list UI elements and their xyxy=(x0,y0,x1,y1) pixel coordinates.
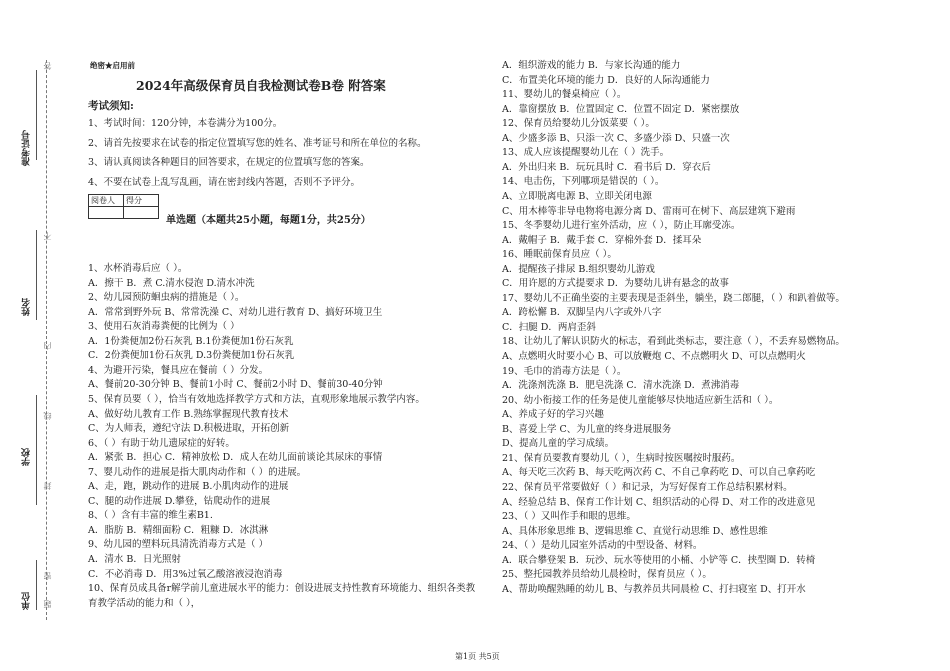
margin-mark: 线 xyxy=(43,412,52,420)
name-label: 姓名 xyxy=(22,298,32,316)
question-line: 12、保育员给婴幼儿分饭菜要（ ）。 xyxy=(502,118,655,130)
score-cell: 得分 xyxy=(124,195,159,207)
question-line: A、具体形象思维 B、逻辑思维 C、直觉行动思维 D、感性思维 xyxy=(502,525,768,537)
margin-mark: 不 xyxy=(43,232,52,240)
question-line: 7、婴儿动作的进展是指大肌肉动作和（ ）的进展。 xyxy=(88,466,307,478)
question-line: 1、水杯消毒后应（ ）。 xyxy=(88,263,188,274)
question-line: 2、幼儿园预防蛔虫病的措施是（ ）。 xyxy=(88,292,245,304)
question-line: A．跨松懈 B．双脚呈内八字或外八字 xyxy=(502,307,662,319)
question-line: 23、（ ）又叫作手和眼的思维。 xyxy=(502,511,636,523)
score-blank xyxy=(124,207,159,219)
question-line: 10、保育员成具备r解学前儿童进展水平的能力：创设进展支持性教育环境能力、组织各类教 xyxy=(88,583,476,595)
question-line: A．靠窗摆放 B．位置固定 C．位置不固定 D．紧密摆放 xyxy=(502,103,740,115)
question-line: A．紧张 B．担心 C．精神放松 D．成人在幼儿面前谈论其尿床的事情 xyxy=(88,452,383,464)
school-label: 学校 xyxy=(22,448,32,466)
question-line: A．脂肪 B．精细面粉 C．粗糠 D．冰淇淋 xyxy=(88,524,269,536)
grader-cell: 阅卷人 xyxy=(89,195,124,207)
margin-mark: 封 xyxy=(43,482,52,490)
question-line: 13、成人应该提醒婴幼儿在（ ）洗手。 xyxy=(502,147,670,159)
question-line: 16、睡眠前保育员应（ ）。 xyxy=(502,249,617,261)
question-line: C．2份粪便加1份石灰乳 D.3份粪便加1份石灰乳 xyxy=(88,350,295,362)
question-line: C．扫腿 D．两肩歪斜 xyxy=(502,321,596,333)
question-line: 17、婴幼儿不正确坐姿的主要表现是歪斜坐，躺坐，跷二郎腿，（ ）和趴着做等。 xyxy=(502,292,845,304)
question-line: A．联合攀登架 B．玩沙、玩水等使用的小桶、小铲等 C．挟型圈 D．转椅 xyxy=(502,554,816,566)
question-line: A．提醒孩子排尿 B.组织婴幼儿游戏 xyxy=(502,263,655,275)
school-fill-line xyxy=(36,395,37,505)
question-line: A．洗涤剂洗涤 B．肥皂洗涤 C．清水洗涤 D．煮沸消毒 xyxy=(502,380,740,392)
question-line: A、立即脱离电源 B、立即关闭电源 xyxy=(502,190,652,202)
question-line: C．布置美化环境的能力 D．良好的人际沟通能力 xyxy=(502,74,710,86)
name-fill-line xyxy=(36,230,37,320)
question-line: 9、幼儿园的塑料玩具清洗消毒方式是（ ） xyxy=(88,539,269,551)
question-line: D、提高儿童的学习成绩。 xyxy=(502,438,615,450)
exam-number-fill-line xyxy=(36,70,37,160)
unit-label: 单位 xyxy=(22,592,32,610)
question-line: C．用许愿的方式提要求 D．为婴幼儿讲有悬念的故事 xyxy=(502,278,729,290)
question-line: A、走，跑，跳动作的进展 B.小肌肉动作的进展 xyxy=(88,481,289,493)
question-line: 22、保育员平常要做好（ ）和记录，为写好保育工作总结积累材料。 xyxy=(502,481,793,493)
question-line: 14、电击伤，下列哪项是错误的（ ）。 xyxy=(502,176,665,188)
question-line: A．外出归来 B．玩玩具时 C．看书后 D．穿衣后 xyxy=(502,161,711,173)
exam-number-label: 准考证号 xyxy=(22,130,32,166)
question-line: C．不必消毒 D．用3%过氧乙酸溶液浸泡消毒 xyxy=(88,568,283,580)
question-line: 3、使用石灰消毒粪便的比例为（ ） xyxy=(88,321,240,333)
binding-dashed-line xyxy=(46,60,47,620)
score-table xyxy=(88,194,159,219)
question-line: C、为人师表，遵纪守法 D.积极进取，开拓创新 xyxy=(88,423,290,435)
question-line: 19、毛巾的消毒方法是（ ）。 xyxy=(502,365,627,377)
note-line: 2、请首先按要求在试卷的指定位置填写您的姓名、准考证号和所在单位的名称。 xyxy=(88,137,427,149)
question-line: A．1份粪便加2份石灰乳 B.1份粪便加1份石灰乳 xyxy=(88,335,294,347)
question-line: 5、保育员要（ ），恰当有效地选择教学方式和方法，直观形象地展示教学内容。 xyxy=(88,393,425,405)
question-line: B、喜爱上学 C、为儿童的终身进展服务 xyxy=(502,423,672,435)
margin-mark: 密 xyxy=(43,572,52,580)
grader-blank xyxy=(89,207,124,219)
question-line: 24、（ ）是幼儿园室外活动的中型设备、材料。 xyxy=(502,540,703,552)
question-line: A、帮助唤醒熟睡的幼儿 B、与教养员共同晨检 C、打扫寝室 D、打开水 xyxy=(502,583,806,595)
question-line: 21、保育员要教育婴幼儿（ ），生病时按医嘱按时服药。 xyxy=(502,452,741,464)
question-line: C、腿的动作进展 D.攀登，钻爬动作的进展 xyxy=(88,495,271,507)
question-line: A、点燃明火时要小心 B、可以放鞭炮 C、不点燃明火 D、可以点燃明火 xyxy=(502,351,806,362)
question-line: A、经验总结 B、保育工作计划 C、组织活动的心得 D、对工作的改进意见 xyxy=(502,496,816,508)
note-line: 4、不要在试卷上乱写乱画，请在密封线内答题，否则不予评分。 xyxy=(88,176,361,188)
unit-fill-line xyxy=(36,560,37,610)
question-line: 25、整托园教养员给幼儿晨检时，保育员应（ ）。 xyxy=(502,569,712,581)
question-line: A．组织游戏的能力 B．与家长沟通的能力 xyxy=(502,60,681,71)
question-line: A、做好幼儿教育工作 B.熟练掌握现代教育技术 xyxy=(88,408,289,420)
question-line: 育教学活动的能力和（ ）， xyxy=(88,597,201,609)
question-line: A、每天吃三次药 B、每天吃两次药 C、不自己拿药吃 D、可以自己拿药吃 xyxy=(502,467,816,479)
question-line: A．清水 B．日光照射 xyxy=(88,554,181,565)
question-line: 11、婴幼儿的餐桌椅应（ ）。 xyxy=(502,89,627,101)
question-line: C、用木棒等非导电物将电源分离 D、雷雨可在树下、高层建筑下避雨 xyxy=(502,205,796,217)
page-title: 2024年高级保育员自我检测试卷B卷 附答案 xyxy=(136,78,386,93)
question-line: 18、让幼儿了解认识防火的标志，看到此类标志，要注意（ ），不丢弃易燃物品。 xyxy=(502,336,845,348)
section-title: 单选题（本题共25小题，每题1分，共25分） xyxy=(166,215,371,226)
margin-mark: 题 xyxy=(43,600,52,608)
margin-mark: 内 xyxy=(43,342,52,350)
question-line: A．擦干 B．煮 C.清水侵泡 D.清水冲洗 xyxy=(88,277,255,289)
margin-mark: 答 xyxy=(43,62,52,70)
page-footer: 第1页 共5页 xyxy=(455,652,500,661)
question-line: 4、为避开污染，餐具应在餐前（ ）分发。 xyxy=(88,364,269,376)
question-line: 15、冬季婴幼儿进行室外活动，应（ ），防止耳廓受冻。 xyxy=(502,220,741,232)
question-line: A．常常到野外玩 B、常常洗澡 C、对幼儿进行教育 D、搞好环境卫生 xyxy=(88,306,383,318)
notes-heading: 考试须知: xyxy=(88,100,134,112)
question-line: A、餐前20-30分钟 B、餐前1小时 C、餐前2小时 D、餐前30-40分钟 xyxy=(88,379,383,391)
question-line: 20、幼小衔接工作的任务是使儿童能够尽快地适应新生活和（ ）。 xyxy=(502,394,779,406)
note-line: 3、请认真阅读各种题目的回答要求，在规定的位置填写您的答案。 xyxy=(88,157,370,168)
question-line: 8、（ ）含有丰富的维生素B1. xyxy=(88,510,213,522)
note-line: 1、考试时间：120分钟，本卷满分为100分。 xyxy=(88,118,283,129)
confidential-tag: 绝密★启用前 xyxy=(90,61,135,70)
question-line: A、养成子好的学习兴趣 xyxy=(502,409,604,421)
question-line: 6、（ ）有助于幼儿遗尿症的好转。 xyxy=(88,437,235,449)
question-line: A．戴帽子 B．戴手套 C．穿棉外套 D．揉耳朵 xyxy=(502,234,702,246)
question-line: A、少盛多添 B、只添一次 C、多盛少添 D、只盛一次 xyxy=(502,132,730,144)
